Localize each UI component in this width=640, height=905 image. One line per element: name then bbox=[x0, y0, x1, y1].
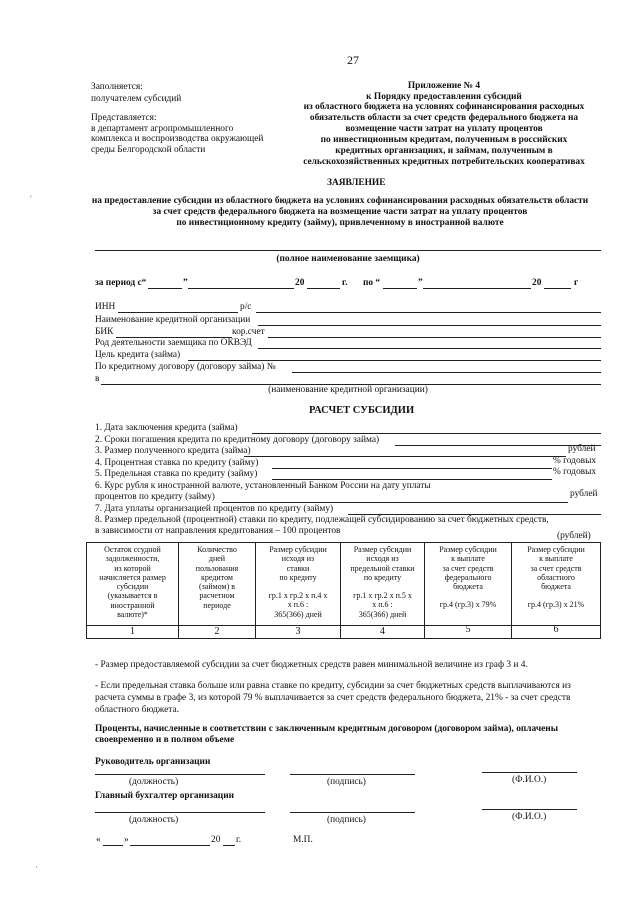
table-header-cell bbox=[256, 545, 340, 619]
in-label: в bbox=[95, 374, 100, 384]
header-line: за счет средств bbox=[530, 563, 582, 573]
header-line: к выплате bbox=[451, 554, 485, 564]
header-line bbox=[425, 591, 511, 600]
statement-line: по инвестиционному кредиту (займу), привлеченному в иностранной валюте bbox=[176, 218, 504, 228]
header-line: областного bbox=[537, 572, 575, 582]
date-year-field[interactable] bbox=[223, 845, 235, 846]
date-day-field[interactable] bbox=[103, 845, 123, 846]
fill-note-line: получателем субсидий bbox=[91, 94, 182, 104]
header-line bbox=[512, 591, 600, 600]
header-line: бюджета bbox=[453, 582, 483, 592]
date-open-quote: « bbox=[96, 835, 101, 845]
okved-field[interactable] bbox=[258, 348, 601, 349]
note-line: расчета суммы в графе 3, из которой 79 % выплачивается за счет средств федерального бюджета, 21% - за счет средств bbox=[95, 693, 571, 703]
header-line: Размер субсидии bbox=[527, 545, 585, 554]
page-number: 27 bbox=[347, 53, 359, 67]
submit-note-line: Представляется: bbox=[91, 113, 157, 123]
stamp-place: М.П. bbox=[293, 835, 313, 845]
rs-label: р/с bbox=[240, 302, 252, 312]
header-line: бюджета bbox=[541, 582, 571, 592]
date-year-prefix: 20 bbox=[211, 835, 221, 845]
submit-note-line: среды Белгородской области bbox=[91, 145, 206, 155]
period-quote: ” bbox=[418, 278, 423, 288]
statement-line: на предоставление субсидии из областного бюджета на условиях софинансирования расходных обязательств области bbox=[91, 196, 589, 206]
header-line: из которой bbox=[114, 563, 151, 573]
period-g: г bbox=[574, 278, 579, 288]
period-g: г. bbox=[342, 278, 348, 288]
column-number: 1 bbox=[130, 626, 135, 637]
header-line: федерального bbox=[444, 572, 492, 582]
header-line: гр.4 (гр.3) х 21% bbox=[527, 600, 585, 610]
period-to-day-field[interactable] bbox=[383, 288, 417, 289]
header-line: задолженности, bbox=[105, 554, 160, 564]
kor-label: кор.счет bbox=[232, 327, 265, 337]
exchange-rate-field[interactable] bbox=[222, 502, 568, 503]
statement-line: за счет средств федерального бюджета на возмещение части затрат на уплату процентов bbox=[152, 207, 528, 217]
header-line bbox=[341, 582, 424, 591]
period-from-year-field[interactable] bbox=[307, 288, 340, 289]
period-quote: ” bbox=[183, 278, 188, 288]
header-line: Размер субсидии bbox=[269, 545, 327, 554]
accountant-position-field[interactable] bbox=[95, 812, 265, 813]
header-line: Размер субсидии bbox=[353, 545, 412, 554]
table-border bbox=[86, 638, 601, 639]
date-g: г. bbox=[236, 835, 242, 845]
table-header-cell bbox=[512, 545, 600, 610]
header-line: к выплате bbox=[539, 554, 573, 564]
unit-rubles: рублей bbox=[568, 444, 596, 454]
period-to-prefix: по “ bbox=[363, 278, 381, 288]
note-line: областного бюджета. bbox=[95, 705, 179, 715]
date-month-field[interactable] bbox=[130, 845, 210, 846]
header-line: начисляется размер bbox=[99, 572, 166, 582]
appendix-line: обязательств области за счет средств федерального бюджета на bbox=[309, 113, 579, 123]
appendix-line: по инвестиционным кредитам, полученным в российских bbox=[320, 135, 568, 145]
submit-note-line: в департамент агропромышленного bbox=[91, 124, 234, 134]
limit-rate-field[interactable] bbox=[272, 479, 552, 480]
calc-item: 4. Процентная ставка по кредиту (займу) bbox=[95, 458, 259, 468]
header-line: за счет средств bbox=[442, 563, 494, 573]
header-line: 365(366) дней bbox=[274, 609, 322, 619]
header-line: х п.6 : bbox=[372, 600, 393, 610]
header-line: Размер субсидии bbox=[439, 545, 497, 554]
table-header-cell bbox=[425, 545, 511, 610]
period-year-prefix: 20 bbox=[295, 278, 305, 288]
bank-caption: (наименование кредитной организации) bbox=[268, 385, 428, 395]
borrower-name-field[interactable] bbox=[95, 250, 601, 251]
loan-date-field[interactable] bbox=[252, 433, 601, 434]
inn-label: ИНН bbox=[95, 302, 116, 312]
period-from-month-field[interactable] bbox=[188, 288, 294, 289]
contract-number-field[interactable] bbox=[292, 372, 601, 373]
head-position-field[interactable] bbox=[95, 774, 265, 775]
header-line: Количество bbox=[197, 545, 237, 554]
table-header-cell bbox=[179, 545, 255, 610]
accountant-fio-field[interactable] bbox=[482, 809, 577, 810]
header-line: х п.6 : bbox=[287, 600, 309, 610]
accountant-label: Главный бухгалтер организации bbox=[95, 791, 235, 801]
rs-field[interactable] bbox=[256, 312, 601, 313]
header-line: расчетном bbox=[199, 591, 235, 601]
loan-amount-field[interactable] bbox=[244, 456, 566, 457]
period-to-month-field[interactable] bbox=[423, 288, 531, 289]
column-number: 5 bbox=[465, 624, 471, 635]
appendix-line: кредитных организациях, и займам, полученным в bbox=[335, 146, 553, 156]
appendix-line: сельскохозяйственных кредитных потребительских кооперативах bbox=[303, 157, 585, 167]
accountant-signature-field[interactable] bbox=[290, 812, 415, 813]
calc-item: в зависимости от направления кредитования – 100 процентов bbox=[95, 526, 341, 536]
header-line: гр.1 х гр.2 х п.4 х bbox=[268, 591, 328, 601]
scan-mark: · bbox=[35, 862, 38, 872]
calc-item: 5. Предельная ставка по кредиту (займу) bbox=[95, 469, 258, 479]
head-fio-field[interactable] bbox=[482, 772, 577, 773]
header-line: предельной ставки bbox=[350, 563, 415, 573]
interest-rate-field[interactable] bbox=[272, 468, 552, 469]
purpose-field[interactable] bbox=[188, 360, 601, 361]
column-number: 3 bbox=[295, 626, 301, 637]
note-line: - Если предельная ставка больше или равна ставке по кредиту, субсидии за счет бюджетных средств выплачиваются из bbox=[95, 681, 571, 691]
header-line: исходя из bbox=[366, 554, 399, 564]
kor-field[interactable] bbox=[268, 337, 601, 338]
appendix-title: Приложение № 4 bbox=[407, 81, 481, 91]
header-line: дней bbox=[208, 554, 226, 564]
position-caption: (должность) bbox=[129, 777, 179, 787]
header-line: (указывается в bbox=[107, 591, 158, 601]
header-line: гр.1 х гр.2 х п.5 х bbox=[353, 591, 412, 601]
header-line: кредитом bbox=[201, 572, 233, 582]
appendix-line: к Порядку предоставления субсидий bbox=[366, 92, 522, 102]
scan-mark: ′ bbox=[30, 194, 32, 204]
header-line: периоде bbox=[203, 600, 231, 610]
appendix-line: возмещение части затрат на уплату процентов bbox=[345, 124, 543, 134]
position-caption: (должность) bbox=[129, 815, 179, 825]
confirm-line: своевременно и в полном объеме bbox=[95, 735, 235, 745]
header-line: ставки bbox=[286, 563, 310, 573]
calc-item: 8. Размер предельной (процентной) ставки по кредиту, подлежащей субсидированию за счет бюджетных средств, bbox=[95, 515, 549, 525]
fill-note-line: Заполняется: bbox=[91, 82, 143, 92]
period-prefix: за период с“ bbox=[95, 278, 147, 288]
table-border bbox=[86, 542, 601, 543]
header-line: по кредиту bbox=[363, 572, 402, 582]
calc-item: процентов по кредиту (займу) bbox=[95, 492, 215, 502]
submit-note-line: комплекса и воспроизводства окружающей bbox=[91, 134, 264, 144]
note-min-value: - Размер предоставляемой субсидии за счет бюджетных средств равен минимальной величине из граф 3 и 4. bbox=[95, 660, 528, 670]
calc-item: 3. Размер полученного кредита (займа) bbox=[95, 446, 251, 456]
header-line: 365(366) дней bbox=[358, 609, 407, 619]
period-year-prefix: 20 bbox=[532, 278, 542, 288]
calc-item: 2. Сроки погашения кредита по кредитному договору (договору займа) bbox=[95, 435, 380, 445]
calc-item: 1. Дата заключения кредита (займа) bbox=[95, 423, 238, 433]
head-label: Руководитель организации bbox=[95, 757, 211, 767]
header-line: пользования bbox=[195, 563, 239, 573]
head-signature-field[interactable] bbox=[290, 774, 415, 775]
header-line: субсидии bbox=[116, 582, 149, 592]
unit-rubles: рублей bbox=[570, 489, 598, 499]
fio-caption: (Ф.И.О.) bbox=[512, 775, 547, 785]
confirm-line: Проценты, начисленные в соответствии с заключенным кредитным договором (договором займа), оплачены bbox=[95, 724, 559, 734]
signature-caption: (подпись) bbox=[327, 815, 366, 825]
column-number: 6 bbox=[553, 624, 559, 635]
table-header-cell bbox=[87, 545, 178, 619]
purpose-label: Цель кредита (займа) bbox=[95, 350, 181, 360]
period-from-day-field[interactable] bbox=[148, 288, 182, 289]
header-line: гр.4 (гр.3) х 79% bbox=[439, 600, 497, 610]
header-line: по кредиту bbox=[279, 572, 317, 582]
calc-item: 6. Курс рубля к иностранной валюте, установленный Банком России на дату уплаты bbox=[95, 481, 431, 491]
header-line: исходя из bbox=[281, 554, 315, 564]
okved-label: Род деятельности заемщика по ОКВЭД bbox=[95, 338, 252, 348]
calc-item: 7. Дата уплаты организацией процентов по кредиту (займу) bbox=[95, 504, 334, 514]
statement-title: ЗАЯВЛЕНИЕ bbox=[327, 178, 386, 188]
header-line: иностранной bbox=[110, 600, 155, 610]
table-border bbox=[600, 542, 601, 639]
calc-title: РАСЧЕТ СУБСИДИИ bbox=[309, 405, 415, 416]
signature-caption: (подпись) bbox=[327, 777, 366, 787]
header-line: Остаток ссудной bbox=[104, 545, 161, 554]
column-number: 4 bbox=[380, 626, 385, 637]
unit-percent: % годовых bbox=[553, 467, 597, 477]
table-header-cell bbox=[341, 545, 424, 619]
bank-name-field[interactable] bbox=[258, 325, 601, 326]
fio-caption: (Ф.И.О.) bbox=[512, 812, 547, 822]
period-to-year-field[interactable] bbox=[544, 288, 571, 289]
header-line: валюте)* bbox=[117, 610, 148, 620]
borrower-caption: (полное наименование заемщика) bbox=[276, 254, 420, 264]
unit-percent: % годовых bbox=[553, 456, 597, 466]
inn-field[interactable] bbox=[118, 312, 238, 313]
date-close-quote: » bbox=[124, 835, 129, 845]
unit-table: (рублей) bbox=[557, 531, 591, 541]
appendix-line: из областного бюджета на условиях софинансирования расходных bbox=[303, 102, 585, 112]
header-line: (займом) в bbox=[198, 582, 236, 592]
bik-label: БИК bbox=[95, 327, 114, 337]
header-line bbox=[256, 582, 340, 591]
bank-name-label: Наименование кредитной организации bbox=[95, 315, 251, 325]
contract-label: По кредитному договору (договору займа) № bbox=[95, 362, 276, 372]
column-number: 2 bbox=[214, 626, 220, 637]
